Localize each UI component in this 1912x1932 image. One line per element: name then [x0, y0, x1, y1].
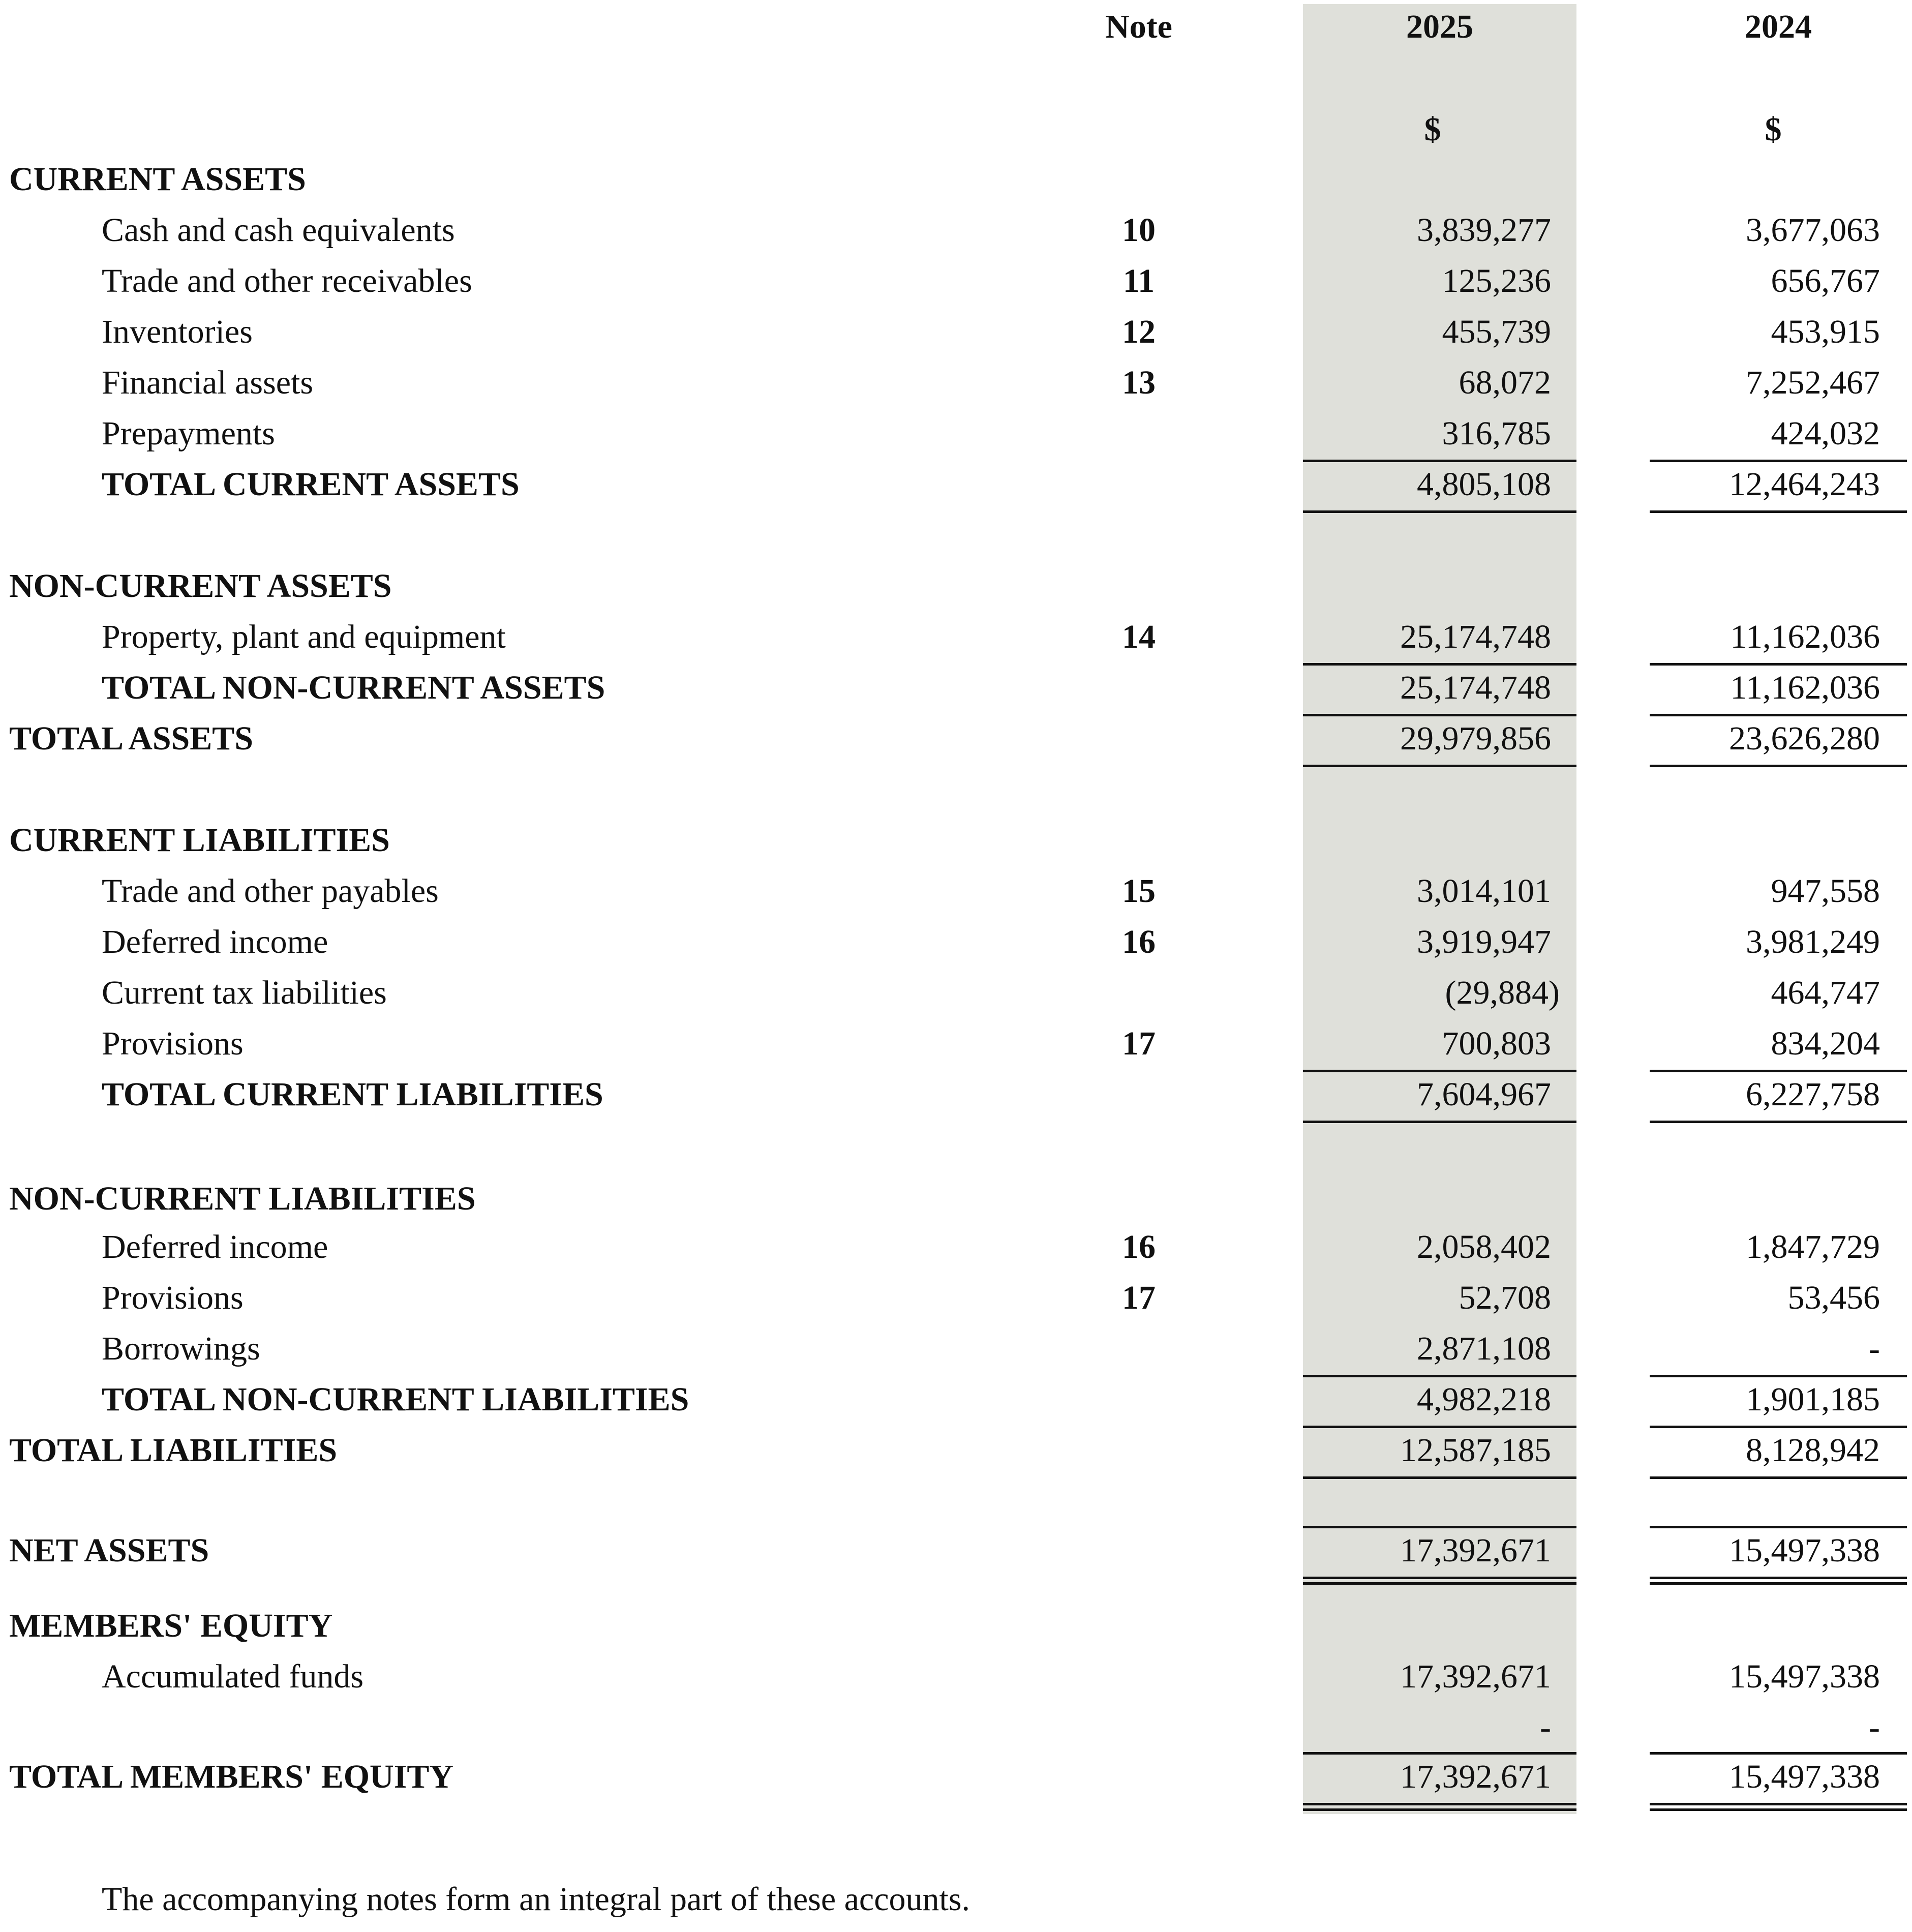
- note-column-header: Note: [1105, 8, 1172, 45]
- line-item-label: Property, plant and equipment: [102, 618, 506, 655]
- footnote: The accompanying notes form an integral part of these accounts.: [102, 1881, 970, 1918]
- year-current-header: 2025: [1406, 8, 1473, 45]
- line-item-label: Borrowings: [102, 1330, 260, 1367]
- amount-2024: 12,464,243: [1729, 466, 1880, 503]
- amount-2025: 29,979,856: [1400, 720, 1551, 757]
- total-label: TOTAL NON-CURRENT LIABILITIES: [102, 1381, 689, 1418]
- amount-2024: 834,204: [1771, 1025, 1880, 1062]
- double-underline-2024: [1650, 1577, 1907, 1585]
- amount-2024: 11,162,036: [1730, 618, 1880, 655]
- underline-2025: [1303, 1375, 1576, 1377]
- underline-2025: [1303, 765, 1576, 767]
- line-item-label: Deferred income: [102, 923, 328, 960]
- section-heading: CURRENT ASSETS: [9, 161, 306, 198]
- amount-2025: 3,839,277: [1417, 212, 1551, 249]
- amount-2025: 2,871,108: [1417, 1330, 1551, 1367]
- amount-2025: 2,058,402: [1417, 1228, 1551, 1265]
- amount-2025: -: [1540, 1709, 1551, 1746]
- amount-2025: 17,392,671: [1400, 1758, 1551, 1795]
- amount-2025: 25,174,748: [1400, 618, 1551, 655]
- year-prior-header: 2024: [1745, 8, 1812, 45]
- underline-2024: [1650, 510, 1907, 513]
- amount-2025: 52,708: [1459, 1279, 1551, 1316]
- amount-2025: 17,392,671: [1400, 1532, 1551, 1569]
- amount-2024: -: [1869, 1709, 1880, 1746]
- amount-2025: 3,919,947: [1417, 923, 1551, 960]
- double-underline-2025: [1303, 1577, 1576, 1585]
- line-item-label: Current tax liabilities: [102, 974, 387, 1011]
- amount-2024: 424,032: [1771, 415, 1880, 452]
- underline-2025: [1303, 663, 1576, 666]
- amount-2025: (29,884): [1445, 974, 1560, 1011]
- amount-2025: 25,174,748: [1400, 669, 1551, 706]
- total-label: TOTAL LIABILITIES: [9, 1432, 338, 1469]
- underline-2024: [1650, 663, 1907, 666]
- amount-2025: 3,014,101: [1417, 872, 1551, 910]
- underline-2024: [1650, 1121, 1907, 1123]
- section-heading: MEMBERS' EQUITY: [9, 1607, 333, 1644]
- line-item-label: Deferred income: [102, 1228, 328, 1265]
- amount-2025: 4,805,108: [1417, 466, 1551, 503]
- underline-2025: [1303, 460, 1576, 462]
- amount-2025: 7,604,967: [1417, 1076, 1551, 1113]
- line-item-label: Provisions: [102, 1279, 244, 1316]
- amount-2025: 455,739: [1442, 313, 1551, 350]
- underline-2025: [1303, 1070, 1576, 1072]
- note-reference: 10: [1122, 212, 1156, 249]
- amount-2024: 464,747: [1771, 974, 1880, 1011]
- amount-2025: 700,803: [1442, 1025, 1551, 1062]
- line-item-label: Accumulated funds: [102, 1658, 364, 1695]
- underline-2025: [1303, 1526, 1576, 1528]
- line-item-label: Cash and cash equivalents: [102, 212, 455, 249]
- total-label: TOTAL NON-CURRENT ASSETS: [102, 669, 605, 706]
- amount-2024: -: [1869, 1330, 1880, 1367]
- amount-2024: 1,901,185: [1746, 1381, 1880, 1418]
- note-reference: 15: [1122, 872, 1156, 910]
- currency-prior-header: $: [1765, 111, 1782, 148]
- line-item-label: Trade and other payables: [102, 872, 439, 910]
- underline-2024: [1650, 714, 1907, 716]
- note-reference: 17: [1122, 1025, 1156, 1062]
- line-item-label: Financial assets: [102, 364, 314, 401]
- line-item-label: Inventories: [102, 313, 253, 350]
- underline-2024: [1650, 1375, 1907, 1377]
- underline-2025: [1303, 714, 1576, 716]
- amount-2024: 3,677,063: [1746, 212, 1880, 249]
- note-reference: 16: [1122, 923, 1156, 960]
- underline-2024: [1650, 1070, 1907, 1072]
- underline-2025: [1303, 1426, 1576, 1428]
- underline-2024: [1650, 765, 1907, 767]
- section-heading: NON-CURRENT ASSETS: [9, 567, 392, 605]
- double-underline-2025: [1303, 1803, 1576, 1811]
- line-item-label: Prepayments: [102, 415, 275, 452]
- amount-2024: 6,227,758: [1746, 1076, 1880, 1113]
- amount-2025: 316,785: [1442, 415, 1551, 452]
- total-label: TOTAL ASSETS: [9, 720, 254, 757]
- amount-2024: 8,128,942: [1746, 1432, 1880, 1469]
- underline-2024: [1650, 1752, 1907, 1755]
- amount-2025: 17,392,671: [1400, 1658, 1551, 1695]
- amount-2024: 453,915: [1771, 313, 1880, 350]
- underline-2024: [1650, 1476, 1907, 1479]
- amount-2024: 1,847,729: [1746, 1228, 1880, 1265]
- total-label: TOTAL MEMBERS' EQUITY: [9, 1758, 454, 1795]
- underline-2025: [1303, 1752, 1576, 1755]
- amount-2024: 23,626,280: [1729, 720, 1880, 757]
- amount-2024: 11,162,036: [1730, 669, 1880, 706]
- underline-2024: [1650, 1526, 1907, 1528]
- amount-2024: 3,981,249: [1746, 923, 1880, 960]
- amount-2025: 12,587,185: [1400, 1432, 1551, 1469]
- note-reference: 11: [1122, 262, 1155, 299]
- note-reference: 12: [1122, 313, 1156, 350]
- line-item-label: Trade and other receivables: [102, 262, 472, 299]
- underline-2024: [1650, 460, 1907, 462]
- amount-2024: 15,497,338: [1729, 1658, 1880, 1695]
- underline-2025: [1303, 510, 1576, 513]
- total-label: NET ASSETS: [9, 1532, 209, 1569]
- amount-2024: 656,767: [1771, 262, 1880, 299]
- amount-2025: 125,236: [1442, 262, 1551, 299]
- note-reference: 14: [1122, 618, 1156, 655]
- amount-2024: 53,456: [1787, 1279, 1880, 1316]
- section-heading: NON-CURRENT LIABILITIES: [9, 1180, 476, 1217]
- amount-2024: 15,497,338: [1729, 1532, 1880, 1569]
- note-reference: 16: [1122, 1228, 1156, 1265]
- note-reference: 17: [1122, 1279, 1156, 1316]
- line-item-label: Provisions: [102, 1025, 244, 1062]
- underline-2025: [1303, 1121, 1576, 1123]
- underline-2025: [1303, 1476, 1576, 1479]
- note-reference: 13: [1122, 364, 1156, 401]
- underline-2024: [1650, 1426, 1907, 1428]
- currency-current-header: $: [1424, 111, 1441, 148]
- amount-2024: 15,497,338: [1729, 1758, 1880, 1795]
- double-underline-2024: [1650, 1803, 1907, 1811]
- amount-2025: 68,072: [1459, 364, 1551, 401]
- amount-2024: 7,252,467: [1746, 364, 1880, 401]
- total-label: TOTAL CURRENT LIABILITIES: [102, 1076, 603, 1113]
- amount-2025: 4,982,218: [1417, 1381, 1551, 1418]
- section-heading: CURRENT LIABILITIES: [9, 822, 390, 859]
- total-label: TOTAL CURRENT ASSETS: [102, 466, 520, 503]
- amount-2024: 947,558: [1771, 872, 1880, 910]
